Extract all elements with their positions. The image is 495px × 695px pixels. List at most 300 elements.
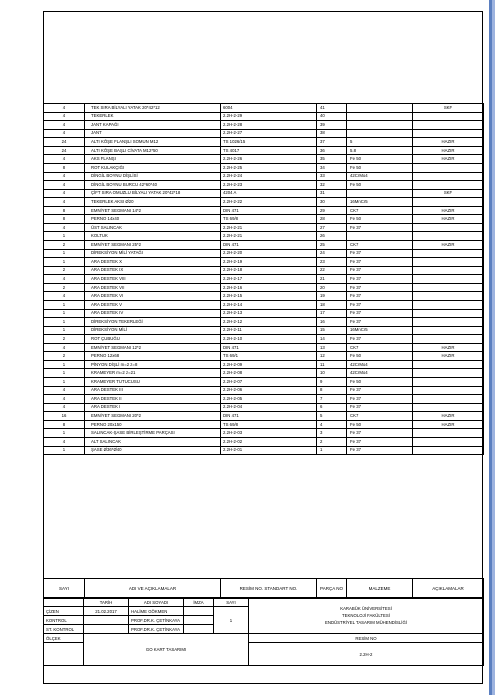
table-row [44, 129, 484, 138]
table-row [44, 163, 484, 172]
cell-code: 6004 [221, 104, 317, 113]
cell-no: 39 [317, 121, 347, 130]
cell-material: Fe 37 [347, 386, 413, 395]
cell-qty: 1 [44, 326, 85, 335]
cell-code: 4204 A [221, 189, 317, 198]
cell-code: 2.2H-2-23 [221, 181, 317, 190]
cell-note: HAZIR [413, 420, 484, 429]
cell-qty: 8 [44, 420, 85, 429]
header-code: RESİM NO. STANDART NO. [221, 579, 317, 599]
cell-name: ARA DESTEK VII [85, 283, 221, 292]
cell-code: 2.2H-2-08 [221, 369, 317, 378]
cell-qty: 4 [44, 189, 85, 198]
cell-note: SKF [413, 104, 484, 113]
cell-no: 38 [317, 129, 347, 138]
table-row [44, 395, 484, 404]
cell-note [413, 437, 484, 446]
cell-no: 24 [317, 249, 347, 258]
cell-code: 2.2H-2-24 [221, 172, 317, 181]
cell-qty: 1 [44, 300, 85, 309]
cell-qty: 4 [44, 129, 85, 138]
cell-name: ÇİFT SIRA OMUZLU BİLYALI YATAK 20*42*18 [85, 189, 221, 198]
table-row [44, 420, 484, 429]
cell-code: TS 69/1 [221, 352, 317, 361]
cell-no: 17 [317, 309, 347, 318]
cell-qty: 1 [44, 446, 85, 455]
header-material: MALZEME [347, 579, 413, 599]
cell-name: DİNGİL BOYNU DİŞLİSİ [85, 172, 221, 181]
cell-code: DIN 471 [221, 412, 317, 421]
cell-qty: 1 [44, 369, 85, 378]
cell-note: HAZIR [413, 215, 484, 224]
cell-name: PERNO 14x40 [85, 215, 221, 224]
cell-material: Fe 50 [347, 181, 413, 190]
faculty-name: TEKNOLOJİ FAKÜLTESİ [342, 613, 390, 618]
cell-code: TS 4017 [221, 146, 317, 155]
cell-qty: 4 [44, 223, 85, 232]
cell-name: ARA DESTEK VI [85, 292, 221, 301]
cell-qty: 8 [44, 206, 85, 215]
cell-code: DIN 471 [221, 343, 317, 352]
cell-name: ARA DESTEK IX [85, 266, 221, 275]
cell-material: Fe 37 [347, 446, 413, 455]
cell-name: ARA DESTEK X [85, 258, 221, 267]
cell-code: 2.2H-2-21 [221, 232, 317, 241]
cell-name: KRAMEYER m=2 z=21 [85, 369, 221, 378]
cell-name: JANT [85, 129, 221, 138]
cell-no: 23 [317, 258, 347, 267]
table-row [44, 412, 484, 421]
cell-note [413, 283, 484, 292]
table-row [44, 335, 484, 344]
cell-no: 15 [317, 326, 347, 335]
cell-material: 5.8 [347, 146, 413, 155]
drawn-date: 21.02.2017 [84, 607, 129, 616]
cell-note [413, 395, 484, 404]
drawing-no: 2.2H-2 [249, 643, 484, 666]
cell-qty: 4 [44, 395, 85, 404]
cell-note [413, 121, 484, 130]
cell-name: ÜST SALINCAK [85, 223, 221, 232]
cell-code: 2.2H-2-09 [221, 360, 317, 369]
cell-name: ALT SALINCAK [85, 437, 221, 446]
cell-name: PERNO 20x150 [85, 420, 221, 429]
cell-material [347, 189, 413, 198]
checked-by: PROF.DR.K. ÇETİNKAYA [129, 616, 184, 625]
university-name: KARABÜK ÜNİVERSİTESİ [340, 606, 392, 611]
cell-no: 36 [317, 146, 347, 155]
cell-code: 2.2H-2-03 [221, 429, 317, 438]
cell-material: Fe 50 [347, 155, 413, 164]
cell-no: 41 [317, 104, 347, 113]
cell-no: 31 [317, 189, 347, 198]
cell-qty: 4 [44, 275, 85, 284]
cell-qty: 4 [44, 198, 85, 207]
table-row [44, 446, 484, 455]
cell-name: PERNO 12x68 [85, 352, 221, 361]
cell-name: TEK SIRA BİLYALI YATAK 20*42*12 [85, 104, 221, 113]
cell-no: 20 [317, 283, 347, 292]
table-row [44, 138, 484, 147]
cell-no: 10 [317, 369, 347, 378]
table-row [44, 189, 484, 198]
cell-note [413, 249, 484, 258]
parts-list-header [43, 578, 484, 599]
table-row [44, 326, 484, 335]
cell-qty: 4 [44, 292, 85, 301]
cell-code: DIN 471 [221, 241, 317, 250]
cell-code: 2.2H-2-17 [221, 275, 317, 284]
drawing-no-label: RESİM NO [249, 634, 484, 643]
header-name: ADI VE AÇIKLAMALAR [85, 579, 221, 599]
table-row [44, 386, 484, 395]
cell-no: 32 [317, 181, 347, 190]
cell-no: 14 [317, 335, 347, 344]
cell-material [347, 104, 413, 113]
cell-code: 2.2H-2-01 [221, 446, 317, 455]
cell-code: TS 69/8 [221, 215, 317, 224]
cell-qty: 1 [44, 249, 85, 258]
cell-no: 9 [317, 378, 347, 387]
cell-qty: 24 [44, 146, 85, 155]
cell-material: Fe 37 [347, 283, 413, 292]
cell-code: 2.2H-2-12 [221, 318, 317, 327]
cell-note: HAZIR [413, 412, 484, 421]
cell-material: Fe 50 [347, 352, 413, 361]
cell-no: 8 [317, 386, 347, 395]
cell-note [413, 360, 484, 369]
cell-no: 18 [317, 300, 347, 309]
cell-no: 29 [317, 206, 347, 215]
sheet-count: 1 [214, 607, 249, 634]
table-row [44, 437, 484, 446]
cell-name: SALINCAK-ŞASE BİRLEŞTİRME PARÇASI [85, 429, 221, 438]
cell-note [413, 163, 484, 172]
cell-name: TEKERLEK AKSI Ø20 [85, 198, 221, 207]
table-row [44, 215, 484, 224]
cell-code: 2.2H-2-15 [221, 292, 317, 301]
cell-code: 2.2H-2-18 [221, 266, 317, 275]
cell-no: 34 [317, 163, 347, 172]
cell-note [413, 403, 484, 412]
table-row [44, 249, 484, 258]
cell-no: 3 [317, 429, 347, 438]
cell-name: ARA DESTEK V [85, 300, 221, 309]
cell-name: EMNİYET SEGMANI 12*2 [85, 343, 221, 352]
cell-no: 21 [317, 275, 347, 284]
cell-note [413, 369, 484, 378]
std-checked-by: PROF.DR.K. ÇETİNKAYA [129, 625, 184, 634]
cell-qty: 1 [44, 258, 85, 267]
cell-name: ARA DESTEK II [85, 395, 221, 404]
cell-note [413, 112, 484, 121]
cell-code: 2.2H-2-13 [221, 309, 317, 318]
table-row [44, 258, 484, 267]
table-row [44, 318, 484, 327]
table-row [44, 378, 484, 387]
cell-no: 37 [317, 138, 347, 147]
cell-material: Fe 37 [347, 437, 413, 446]
department-name: ENDÜSTRİYEL TASARIM MÜHENDİSLİĞİ [324, 620, 408, 625]
cell-code: 2.2H-2-19 [221, 258, 317, 267]
cell-qty: 8 [44, 215, 85, 224]
row-label-drawn: ÇİZEN [44, 607, 84, 616]
cell-material: CK7 [347, 206, 413, 215]
cell-note [413, 258, 484, 267]
cell-no: 30 [317, 198, 347, 207]
cell-no: 35 [317, 155, 347, 164]
cell-note [413, 326, 484, 335]
cell-note: HAZIR [413, 241, 484, 250]
cell-code: 2.2H-2-20 [221, 249, 317, 258]
cell-name: ARA DESTEK VIII [85, 275, 221, 284]
cell-name: DİNGİL BOYNU BURCU 42*60*40 [85, 181, 221, 190]
cell-no: 25 [317, 241, 347, 250]
table-row [44, 360, 484, 369]
header-qty: SAYI [44, 579, 85, 599]
cell-material: 42CrMo4 [347, 172, 413, 181]
cell-material: 42CrMo4 [347, 369, 413, 378]
cell-material: Fe 37 [347, 266, 413, 275]
table-row [44, 352, 484, 361]
table-row [44, 369, 484, 378]
title-col-name: ADI SOYADI [129, 598, 184, 607]
cell-note [413, 198, 484, 207]
cell-code: 2.2H-2-26 [221, 155, 317, 164]
cell-qty: 4 [44, 112, 85, 121]
cell-no: 27 [317, 223, 347, 232]
parts-list-table [43, 103, 484, 455]
table-row [44, 223, 484, 232]
table-row [44, 104, 484, 113]
cell-no: 4 [317, 420, 347, 429]
title-col-sign: İMZA [184, 598, 214, 607]
cell-qty: 4 [44, 386, 85, 395]
cell-material: CK7 [347, 412, 413, 421]
header-part-no: PARÇA NO [317, 579, 347, 599]
cell-name: EMNİYET SEGMANI 25*2 [85, 241, 221, 250]
table-row [44, 403, 484, 412]
cell-qty: 4 [44, 181, 85, 190]
table-row [44, 146, 484, 155]
cell-material [347, 129, 413, 138]
cell-qty: 1 [44, 232, 85, 241]
cell-no: 26 [317, 232, 347, 241]
cell-no: 16 [317, 318, 347, 327]
cell-material: Fe 37 [347, 318, 413, 327]
table-row [44, 292, 484, 301]
cell-note: HAZIR [413, 352, 484, 361]
header-notes: AÇIKLAMALAR [413, 579, 484, 599]
table-row [44, 343, 484, 352]
cell-qty: 4 [44, 437, 85, 446]
cell-qty: 2 [44, 266, 85, 275]
cell-material: Fe 37 [347, 429, 413, 438]
cell-name: ŞASE Ø36*Ø40 [85, 446, 221, 455]
cell-code: 2.2H-2-11 [221, 326, 317, 335]
cell-material: Fe 50 [347, 215, 413, 224]
cell-qty: 2 [44, 335, 85, 344]
cell-material [347, 112, 413, 121]
table-row [44, 198, 484, 207]
cell-name: DİREKSİYON TEKERLEĞİ [85, 318, 221, 327]
cell-material [347, 121, 413, 130]
cell-material: 5 [347, 138, 413, 147]
table-row [44, 283, 484, 292]
cell-material: 16MnCr5 [347, 198, 413, 207]
table-row [44, 275, 484, 284]
cell-qty: 1 [44, 309, 85, 318]
cell-material: 16MnCr5 [347, 326, 413, 335]
cell-name: ARA DESTEK III [85, 386, 221, 395]
cell-note [413, 335, 484, 344]
cell-note [413, 292, 484, 301]
cell-note [413, 275, 484, 284]
cell-code: 2.2H-2-27 [221, 129, 317, 138]
cell-code: TS 69/8 [221, 420, 317, 429]
cell-material: Fe 50 [347, 420, 413, 429]
cell-note [413, 172, 484, 181]
table-row [44, 309, 484, 318]
cell-note [413, 266, 484, 275]
table-row [44, 112, 484, 121]
cell-name: DİREKSİYON MİLİ YATAĞI [85, 249, 221, 258]
cell-note [413, 429, 484, 438]
cell-name: ROT ÇUBUĞU [85, 335, 221, 344]
cell-no: 2 [317, 437, 347, 446]
row-label-std-check: ST. KONTROL [44, 625, 84, 634]
table-row [44, 206, 484, 215]
cell-code: 2.2H-2-02 [221, 437, 317, 446]
cell-note [413, 386, 484, 395]
cell-qty: 2 [44, 283, 85, 292]
institution-block [249, 598, 484, 634]
cell-code: 2.2H-2-28 [221, 121, 317, 130]
cell-material: Fe 37 [347, 249, 413, 258]
cell-qty: 8 [44, 163, 85, 172]
title-block [43, 597, 484, 666]
cell-name: EMNİYET SEGMANI 20*2 [85, 412, 221, 421]
cell-name: DİREKSİYON MİLİ [85, 326, 221, 335]
cell-note [413, 181, 484, 190]
cell-no: 12 [317, 352, 347, 361]
cell-no: 13 [317, 343, 347, 352]
cell-no: 22 [317, 266, 347, 275]
cell-code: 2.2H-2-25 [221, 163, 317, 172]
row-label-scale: ÖLÇEK [44, 634, 84, 643]
cell-code: 2.2H-2-22 [221, 198, 317, 207]
cell-note [413, 300, 484, 309]
cell-note [413, 129, 484, 138]
cell-qty: 4 [44, 403, 85, 412]
project-title: GO KART TASARIMI [84, 634, 249, 666]
cell-name: JANT KAPAĞI [85, 121, 221, 130]
cell-no: 33 [317, 172, 347, 181]
cell-material: Fe 50 [347, 163, 413, 172]
cell-name: ALTI KÖŞE BAŞLI CİVATA M12*50 [85, 146, 221, 155]
cell-name: ALTI KÖŞE FLANŞLI SOMUN M12 [85, 138, 221, 147]
cell-material: Fe 37 [347, 275, 413, 284]
cell-qty: 2 [44, 241, 85, 250]
cell-name: EMNİYET SEGMANI 14*2 [85, 206, 221, 215]
cell-name: ARA DESTEK I [85, 403, 221, 412]
cell-qty: 4 [44, 121, 85, 130]
cell-material: CK7 [347, 241, 413, 250]
cell-note [413, 223, 484, 232]
cell-no: 11 [317, 360, 347, 369]
cell-note: HAZIR [413, 155, 484, 164]
cell-code: DIN 471 [221, 206, 317, 215]
drawn-by: HALİME GÖKMEN [129, 607, 184, 616]
cell-name: ARA DESTEK IV [85, 309, 221, 318]
cell-material: Fe 37 [347, 258, 413, 267]
cell-no: 40 [317, 112, 347, 121]
cell-qty: 4 [44, 172, 85, 181]
table-row [44, 266, 484, 275]
cell-code: TS 1026/15 [221, 138, 317, 147]
cell-note: HAZIR [413, 138, 484, 147]
cell-name: ROT KULAKÇIĞI [85, 163, 221, 172]
row-label-check: KONTROL [44, 616, 84, 625]
cell-note: HAZIR [413, 146, 484, 155]
cell-name: TEKERLEK [85, 112, 221, 121]
cell-qty: 4 [44, 343, 85, 352]
cell-code: 2.2H-2-10 [221, 335, 317, 344]
cell-note: HAZIR [413, 343, 484, 352]
cell-code: 2.2H-2-21 [221, 223, 317, 232]
cell-note [413, 378, 484, 387]
cell-note: SKF [413, 189, 484, 198]
cell-material: Fe 37 [347, 335, 413, 344]
table-row [44, 181, 484, 190]
table-row [44, 300, 484, 309]
cell-material: Fe 37 [347, 292, 413, 301]
cell-qty: 1 [44, 318, 85, 327]
cell-note [413, 232, 484, 241]
cell-note [413, 309, 484, 318]
cell-code: 2.2H-2-06 [221, 386, 317, 395]
cell-material: Fe 37 [347, 403, 413, 412]
table-row [44, 172, 484, 181]
cell-note: HAZIR [413, 206, 484, 215]
cell-name: KRAMEYER TUTUCUSU [85, 378, 221, 387]
cell-qty: 1 [44, 429, 85, 438]
cell-qty: 4 [44, 104, 85, 113]
table-row [44, 232, 484, 241]
cell-material: Fe 50 [347, 378, 413, 387]
cell-qty: 16 [44, 412, 85, 421]
cell-code: 2.2H-2-14 [221, 300, 317, 309]
cell-qty: 24 [44, 138, 85, 147]
cell-no: 28 [317, 215, 347, 224]
cell-material: Fe 37 [347, 300, 413, 309]
cell-no: 7 [317, 395, 347, 404]
cell-no: 19 [317, 292, 347, 301]
cell-material [347, 232, 413, 241]
cell-code: 2.2H-2-05 [221, 395, 317, 404]
cell-name: PİNYON DİŞLİ m=2 z=8 [85, 360, 221, 369]
cell-code: 2.2H-2-04 [221, 403, 317, 412]
cell-name: KOLTUK [85, 232, 221, 241]
cell-material: 42CrMo4 [347, 360, 413, 369]
cell-code: 2.2H-2-29 [221, 112, 317, 121]
cell-code: 2.2H-2-16 [221, 283, 317, 292]
cell-material: Fe 37 [347, 309, 413, 318]
table-row [44, 121, 484, 130]
cell-qty: 1 [44, 360, 85, 369]
table-row [44, 241, 484, 250]
table-row [44, 155, 484, 164]
